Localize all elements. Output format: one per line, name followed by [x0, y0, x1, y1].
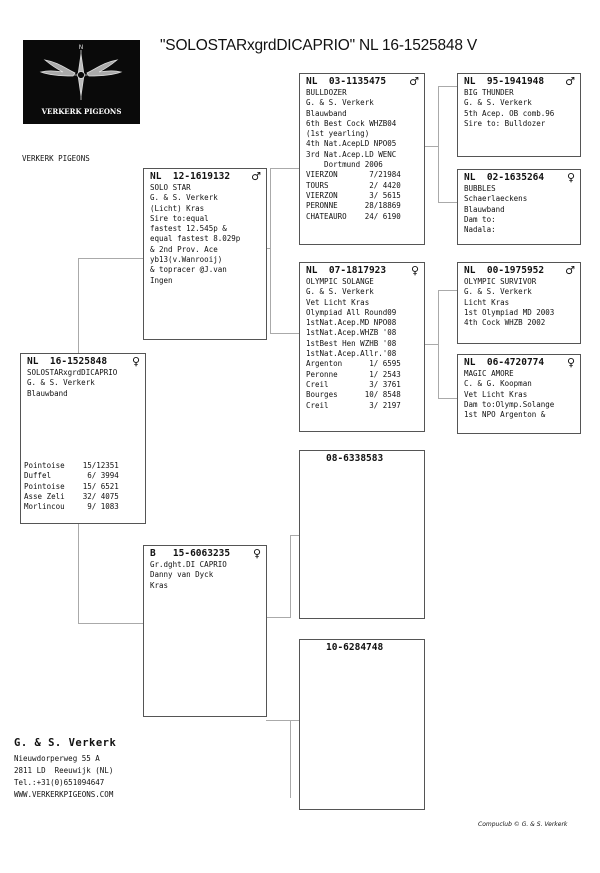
- sire-line: equal fastest 8.029p: [150, 234, 241, 244]
- ss-line: G. & S. Verkerk: [306, 98, 374, 108]
- sd-line: OLYMPIC SOLANGE: [306, 277, 374, 286]
- subject-box: [20, 353, 146, 524]
- ssd-line: Nadala:: [464, 225, 496, 235]
- sdd-line: 1st NPO Argenton &: [464, 410, 546, 420]
- sd-line: Argenton 1/ 6595: [306, 359, 401, 369]
- sire-sire-ring: NL 03-1135475: [306, 76, 387, 87]
- sds-line: Licht Kras: [464, 297, 510, 307]
- female-icon: ♀: [566, 356, 575, 369]
- sdd-line: C. & G. Koopman: [464, 379, 532, 389]
- ssd-line: Blauwband: [464, 204, 505, 214]
- sss-line: BIG THUNDER: [464, 88, 514, 97]
- male-icon: ♂: [251, 170, 261, 183]
- sds-line: 4th Cock WHZB 2002: [464, 318, 546, 328]
- sire-dam-ring: NL 07-1817923: [306, 265, 387, 276]
- dam-ring: B 15-6063235: [150, 548, 231, 559]
- sss-line: Sire to: Bulldozer: [464, 118, 546, 128]
- loft-label: VERKERK PIGEONS: [22, 154, 90, 163]
- dam-line: Gr.dght.DI CAPRIO: [150, 560, 227, 569]
- sds-line: OLYMPIC SURVIVOR: [464, 277, 537, 286]
- subject-line: G. & S. Verkerk: [27, 378, 95, 388]
- sd-line: Bourges 10/ 8548: [306, 390, 401, 400]
- dam-line: Danny van Dyck: [150, 570, 214, 580]
- svg-text:N: N: [78, 44, 84, 51]
- ssd-ring: NL 02-1635264: [464, 172, 545, 183]
- subject-result: Pointoise 15/ 6521: [24, 481, 119, 491]
- sss-ring: NL 95-1941948: [464, 76, 545, 87]
- female-icon: ♀: [410, 264, 419, 277]
- dam-box: [143, 545, 267, 717]
- dam-line: Kras: [150, 580, 169, 590]
- breeder-info: [14, 737, 116, 801]
- sire-sire-box: [299, 73, 425, 245]
- sdd-line: Dam to:Olymp.Solange: [464, 399, 555, 409]
- ss-line: VIERZON 7/21984: [306, 170, 401, 180]
- ss-line: 4th Nat.AcepLD NPO05: [306, 139, 397, 149]
- ssd-line: Schaerlaeckens: [464, 194, 528, 204]
- sire-line: Sire to:equal: [150, 213, 209, 223]
- subject-ring: NL 16-1525848: [27, 356, 108, 367]
- sire-line: fastest 12.545p &: [150, 224, 227, 234]
- ssd-line: BUBBLES: [464, 184, 496, 193]
- sire-line: SOLO STAR: [150, 183, 191, 192]
- sire-line: Ingen: [150, 275, 173, 285]
- sd-line: Creil 3/ 2197: [306, 400, 401, 410]
- sd-line: Vet Licht Kras: [306, 297, 370, 307]
- breeder-tel: Tel.:+31(0)651094647: [14, 778, 105, 787]
- ss-line: (1st yearling): [306, 129, 370, 139]
- ss-line: BULLDOZER: [306, 88, 347, 97]
- subject-line: Blauwband: [27, 388, 68, 398]
- sire-line: (Licht) Kras: [150, 203, 205, 213]
- sire-box: [143, 168, 267, 340]
- sire-line: yb13(v.Wanrooij): [150, 255, 223, 265]
- ss-line: CHATEAURO 24/ 6190: [306, 211, 401, 221]
- winged-compass-icon: [23, 42, 140, 108]
- sds-box: [457, 262, 581, 344]
- sd-line: Peronne 1/ 2543: [306, 369, 401, 379]
- ssd-line: Dam to:: [464, 214, 496, 224]
- subject-result: Duffel 6/ 3994: [24, 471, 119, 481]
- subject-line: SOLOSTARxgrdDICAPRIO: [27, 368, 118, 377]
- sire-line: & 2nd Prov. Ace: [150, 244, 218, 254]
- breeder-name: G. & S. Verkerk: [14, 737, 117, 749]
- ss-line: Blauwband: [306, 108, 347, 118]
- ss-line: Dortmund 2006: [306, 160, 383, 170]
- breeder-address: Nieuwdorperweg 55 A: [14, 754, 100, 763]
- sds-line: G. & S. Verkerk: [464, 287, 532, 297]
- male-icon: ♂: [409, 75, 419, 88]
- dam-sire-box: [299, 450, 425, 619]
- sd-line: G. & S. Verkerk: [306, 287, 374, 297]
- sss-line: 5th Acep. OB comb.96: [464, 108, 555, 118]
- page-title: "SOLOSTARxgrdDICAPRIO" NL 16-1525848 V: [160, 37, 477, 54]
- subject-result: Morlincou 9/ 1083: [24, 502, 119, 512]
- sd-line: Olympiad All Round09: [306, 307, 397, 317]
- sd-line: 1stBest Hen WZHB '08: [306, 338, 397, 348]
- dam-sire-ring: 08-6338583: [326, 453, 384, 464]
- breeder-website: WWW.VERKERKPIGEONS.COM: [14, 790, 114, 799]
- logo-text: VERKERK PIGEONS: [41, 107, 122, 116]
- sire-dam-box: [299, 262, 425, 432]
- sire-line: G. & S. Verkerk: [150, 193, 218, 203]
- sdd-ring: NL 06-4720774: [464, 357, 545, 368]
- sds-line: 1st Olympiad MD 2003: [464, 307, 555, 317]
- ss-line: PERONNE 28/18869: [306, 201, 401, 211]
- sdd-line: MAGIC AMORE: [464, 369, 514, 378]
- female-icon: ♀: [566, 171, 575, 184]
- sss-line: G. & S. Verkerk: [464, 98, 532, 108]
- sd-line: Creil 3/ 3761: [306, 379, 401, 389]
- ss-line: TOURS 2/ 4420: [306, 180, 401, 190]
- sd-line: 1stNat.Acep.Allr.'08: [306, 349, 397, 359]
- sire-ring: NL 12-1619132: [150, 171, 231, 182]
- female-icon: ♀: [131, 355, 140, 368]
- sdd-line: Vet Licht Kras: [464, 389, 528, 399]
- subject-result: Asse Zeli 32/ 4075: [24, 491, 119, 501]
- sd-line: 1stNat.Acep.WHZB '08: [306, 328, 397, 338]
- female-icon: ♀: [252, 547, 261, 560]
- logo: [23, 40, 140, 124]
- male-icon: ♂: [565, 75, 575, 88]
- sdd-box: [457, 354, 581, 434]
- dam-dam-box: [299, 639, 425, 810]
- dam-dam-ring: 10-6284748: [326, 642, 384, 653]
- footer-credit: Compuclub © G. & S. Verkerk: [478, 821, 568, 828]
- male-icon: ♂: [565, 264, 575, 277]
- subject-result: Pointoise 15/12351: [24, 461, 119, 470]
- breeder-city: 2811 LD Reeuwijk (NL): [14, 766, 114, 775]
- ss-line: 3rd Nat.Acep.LD WENC: [306, 149, 397, 159]
- sd-line: 1stNat.Acep.MD NPO08: [306, 318, 397, 328]
- sds-ring: NL 00-1975952: [464, 265, 545, 276]
- ss-line: 6th Best Cock WHZB04: [306, 118, 397, 128]
- ssd-box: [457, 169, 581, 245]
- sss-box: [457, 73, 581, 157]
- sire-line: & topracer @J.van: [150, 265, 227, 275]
- ss-line: VIERZON 3/ 5615: [306, 190, 401, 200]
